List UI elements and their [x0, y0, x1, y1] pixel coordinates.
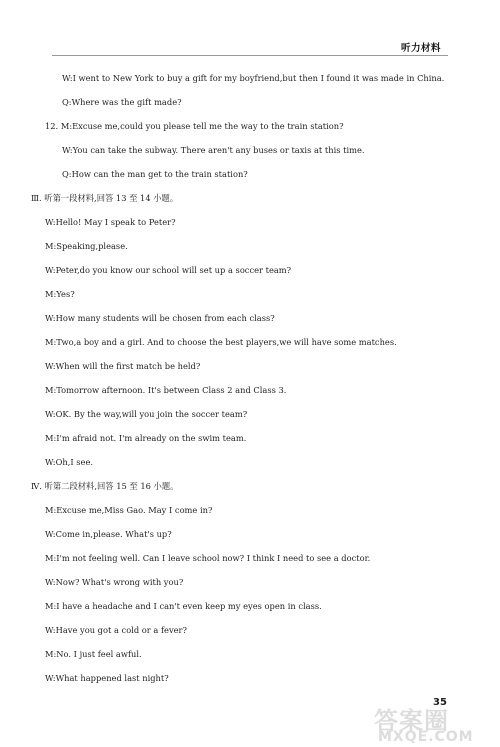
transcript-line: W:When will the first match be held?: [45, 361, 201, 371]
transcript-line: W:I went to New York to buy a gift for my boyfriend,but then I found it was made in China.: [62, 73, 445, 83]
transcript-line: W:Hello! May I speak to Peter?: [45, 217, 176, 227]
transcript-line: W:Oh,I see.: [45, 457, 94, 467]
header-rule: [52, 55, 448, 56]
transcript-line: W:Have you got a cold or a fever?: [45, 625, 187, 635]
section-heading-3: Ⅲ. 听第一段材料,回答 13 至 14 小题。: [31, 193, 179, 203]
transcript-line: W:How many students will be chosen from each class?: [45, 313, 275, 323]
transcript-line: M:I have a headache and I can't even keep my eyes open in class.: [45, 601, 322, 611]
transcript-line: M:I'm not feeling well. Can I leave school now? I think I need to see a doctor.: [45, 553, 371, 563]
watermark-bottom-text: MXQE.COM: [378, 729, 474, 745]
transcript-line: W:You can take the subway. There aren't any buses or taxis at this time.: [62, 145, 365, 155]
watermark-logo: [374, 701, 494, 745]
transcript-line: M:Speaking,please.: [45, 241, 128, 251]
transcript-line: W:Come in,please. What's up?: [45, 529, 172, 539]
transcript-line: Q:How can the man get to the train station?: [62, 169, 248, 179]
section-heading-4: Ⅳ. 听第二段材料,回答 15 至 16 小题。: [31, 481, 179, 491]
transcript-line: M:No. I just feel awful.: [45, 649, 142, 659]
transcript-line: M:Tomorrow afternoon. It's between Class 2 and Class 3.: [45, 385, 287, 395]
transcript-line: M:Two,a boy and a girl. And to choose the best players,we will have some matches.: [45, 337, 397, 347]
question-12-line: 12. M:Excuse me,could you please tell me the way to the train station?: [45, 121, 344, 131]
transcript-line: M:Yes?: [45, 289, 75, 299]
transcript-line: Q:Where was the gift made?: [62, 97, 182, 107]
transcript-line: M:Excuse me,Miss Gao. May I come in?: [45, 505, 213, 515]
header-label: 听力材料: [400, 43, 441, 54]
transcript-line: M:I'm afraid not. I'm already on the swim team.: [45, 433, 247, 443]
transcript-line: W:Now? What's wrong with you?: [45, 577, 184, 587]
transcript-line: W:What happened last night?: [45, 673, 169, 683]
transcript-line: W:Peter,do you know our school will set up a soccer team?: [45, 265, 292, 275]
transcript-line: W:OK. By the way,will you join the soccer team?: [45, 409, 248, 419]
page-number: 35: [433, 697, 447, 708]
watermark-top-text: 答案圈: [374, 707, 449, 735]
